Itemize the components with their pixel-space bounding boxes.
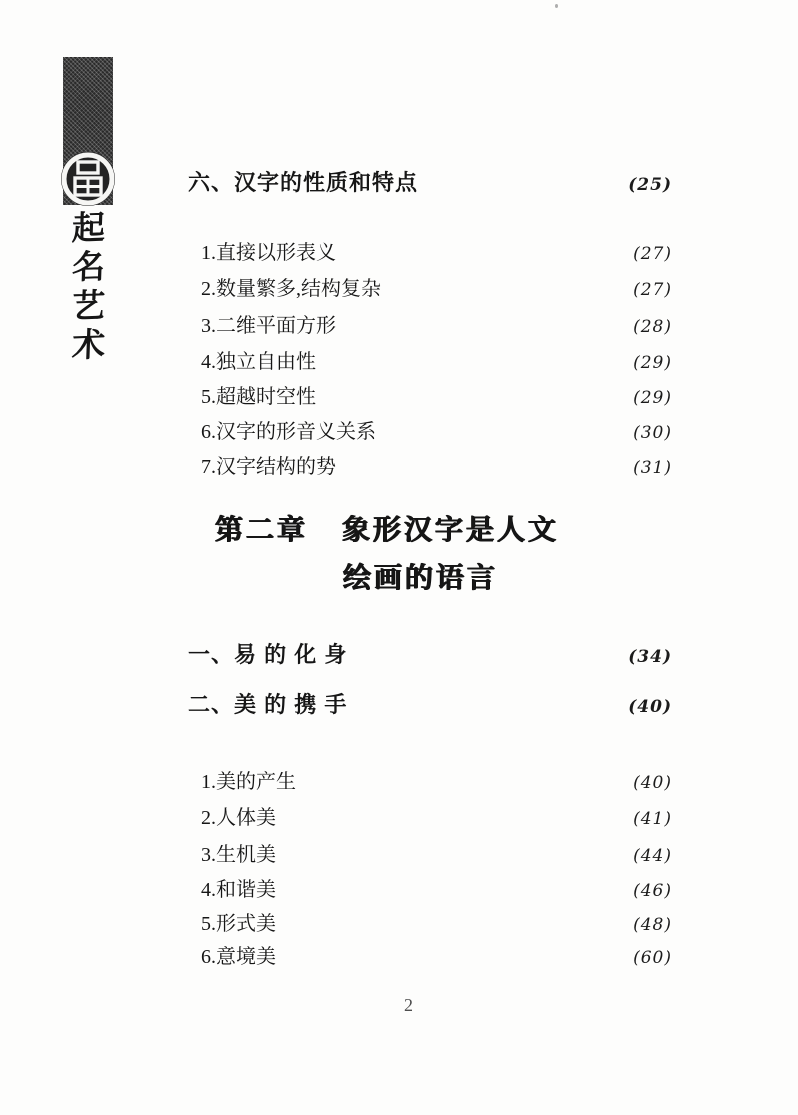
toc-entry-page: (46) [633, 881, 672, 901]
toc-section-heading [188, 638, 672, 669]
folio-page-number: 2 [404, 995, 413, 1015]
toc-entry-title: 1.美的产生 [201, 771, 296, 793]
toc-entry [188, 415, 672, 444]
toc-entry [188, 873, 672, 902]
toc-entry [188, 801, 672, 830]
toc-entry-title: 2.人体美 [201, 807, 276, 829]
toc-entry [188, 309, 672, 338]
toc-entry-page: (29) [633, 353, 672, 373]
toc-chapter-heading [215, 506, 559, 602]
toc-section-heading [188, 688, 672, 719]
toc-entry [188, 345, 672, 374]
publisher-seal-icon [58, 149, 118, 209]
toc-entry-title: 7.汉字结构的势 [201, 456, 336, 478]
book-title-char: 名 [70, 246, 106, 287]
toc-entry-page: (40) [633, 773, 672, 793]
toc-entry-page: (25) [628, 175, 672, 195]
toc-entry [188, 907, 672, 936]
chapter-gap [308, 506, 342, 554]
toc-entry-title: 3.二维平面方形 [201, 315, 336, 337]
toc-entry-title: 6.汉字的形音义关系 [201, 421, 376, 443]
toc-entry [188, 838, 672, 867]
toc-entry-page: (27) [633, 244, 672, 264]
toc-entry-title: 4.和谐美 [201, 879, 276, 901]
toc-entry-title: 5.超越时空性 [201, 386, 316, 408]
chapter-title-line2: 绘画的语言 [343, 562, 499, 593]
toc-entry-page: (31) [633, 458, 672, 478]
chapter-title-line1: 象形汉字是人文 [342, 514, 560, 545]
toc-entry [188, 272, 672, 301]
toc-entry-page: (60) [633, 948, 672, 968]
toc-entry-page: (27) [633, 280, 672, 300]
chapter-label: 第二章 [215, 514, 309, 545]
scan-artifact-dot [555, 4, 558, 8]
toc-entry-page: (28) [633, 317, 672, 337]
toc-entry-title: 3.生机美 [201, 844, 276, 866]
book-title-char: 术 [70, 324, 106, 365]
toc-entry-title: 4.独立自由性 [201, 351, 316, 373]
toc-entry [188, 765, 672, 794]
toc-entry-page: (41) [633, 809, 672, 829]
toc-entry-page: (34) [628, 647, 672, 667]
book-title-vertical [60, 208, 116, 364]
toc-entry [188, 940, 672, 969]
toc-entry-page: (29) [633, 388, 672, 408]
toc-entry-title: 6.意境美 [201, 946, 276, 968]
toc-entry-title: 二、美 的 携 手 [188, 692, 348, 717]
toc-entry-page: (48) [633, 915, 672, 935]
toc-section-heading [188, 166, 672, 197]
toc-entry [188, 380, 672, 409]
book-title-char: 艺 [70, 285, 106, 326]
toc-entry [188, 236, 672, 265]
toc-entry [188, 450, 672, 479]
toc-entry-title: 5.形式美 [201, 913, 276, 935]
toc-entry-title: 1.直接以形表义 [201, 242, 336, 264]
toc-entry-title: 六、汉字的性质和特点 [188, 170, 419, 195]
toc-entry-page: (30) [633, 423, 672, 443]
toc-entry-title: 一、易 的 化 身 [188, 642, 348, 667]
book-title-char: 起 [70, 207, 106, 248]
toc-entry-title: 2.数量繁多,结构复杂 [201, 278, 381, 300]
toc-entry-page: (40) [628, 697, 672, 717]
toc-entry-page: (44) [633, 846, 672, 866]
